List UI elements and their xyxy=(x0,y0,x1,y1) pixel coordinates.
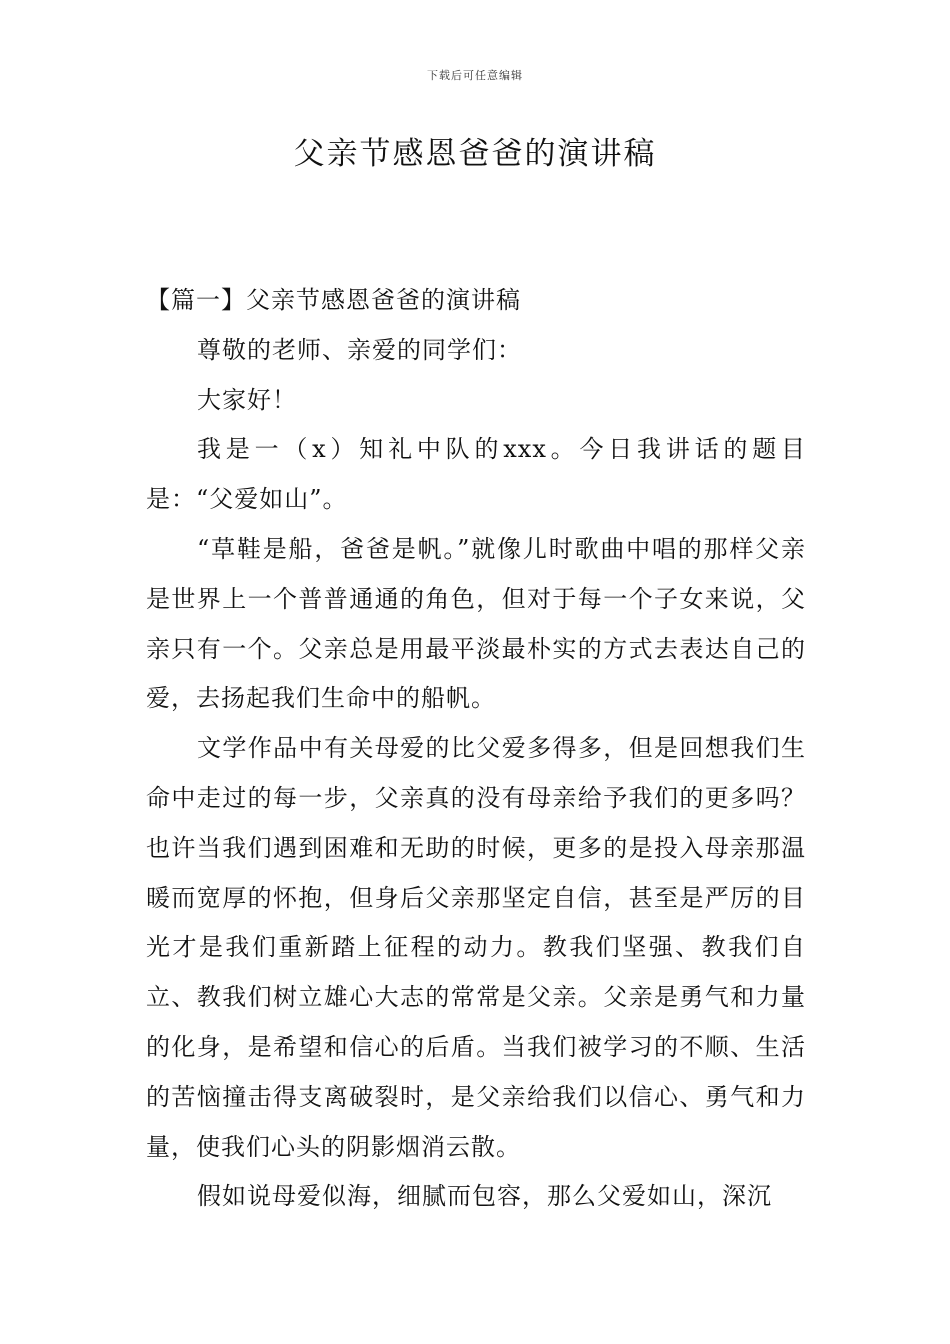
paragraph-greeting: 大家好！ xyxy=(197,385,297,414)
page-title: 父亲节感恩爸爸的演讲稿 xyxy=(293,136,657,172)
paragraph-intro: 我是一（x）知礼中队的xxx。今日我讲话的题目是：“父爱如山”。 xyxy=(146,435,806,514)
paragraph-mother-sea: 假如说母爱似海，细腻而包容，那么父爱如山，深沉 xyxy=(197,1182,772,1211)
header-note: 下载后可任意编辑 xyxy=(427,69,523,82)
paragraph-salutation: 尊敬的老师、亲爱的同学们： xyxy=(197,335,522,364)
paragraph-literature: 文学作品中有关母爱的比父爱多得多，但是回想我们生命中走过的每一步，父亲真的没有母亲给予我们的更多吗？也许当我们遇到困难和无助的时候，更多的是投入母亲那温暖而宽厚的怀抱，但身后父亲那坚定自信，甚至是严厉的目光才是我们重新踏上征程的动力。教我们坚强、教我们自立、教我们树立雄心大志的常常是父亲。父亲是勇气和力量的化身，是希望和信心的后盾。当我们被学习的不顺、生活的苦恼撞击得支离破裂时，是父亲给我们以信心、勇气和力量，使我们心头的阴影烟消云散。 xyxy=(146,734,806,1161)
section-heading: 【篇一】父亲节感恩爸爸的演讲稿 xyxy=(146,286,521,314)
document-body xyxy=(146,276,806,1222)
paragraph-straw-sandals: “草鞋是船，爸爸是帆。”就像儿时歌曲中唱的那样父亲是世界上一个普普通通的角色，但对于每一个子女来说，父亲只有一个。父亲总是用最平淡最朴实的方式去表达自己的爱，去扬起我们生命中的船帆。 xyxy=(146,534,806,713)
